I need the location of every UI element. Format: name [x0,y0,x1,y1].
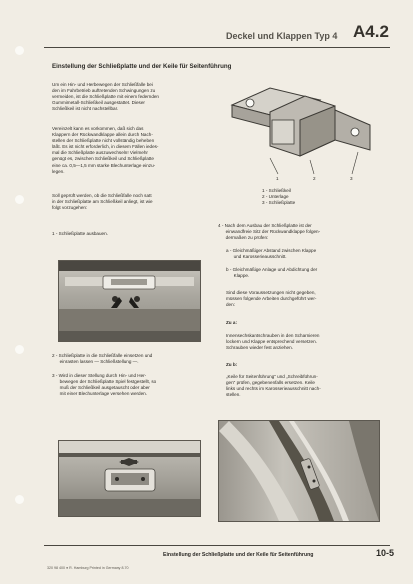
zu-a-text [226,333,319,351]
photo-side-guide-wedge [218,420,380,522]
page-number: 10-5 [376,548,395,558]
text-line: und Karosserieausschnitt. [226,254,287,260]
text-line: Vereinzelt kann es vorkommen, daß sich das [52,126,144,131]
text-line: genügt es, zwischen Schließkeil und Schließplatte [52,156,154,162]
text-line: links und rechts im Karosserieausschnitt nach- [226,386,321,392]
legend-item: 1 - Schließkeil [262,188,291,193]
text-line: einrasten lassen — Schließstellung —. [52,359,139,365]
item-b [226,267,317,279]
text-line: bewegen der Schließplatte Spiel festgestellt, so [52,379,157,385]
text-line: 4 - Nach dem Ausbau der Schließplatte ist der [218,223,312,228]
text-line: „Keile für Seitenführung" und „Schreibführun- [226,374,318,379]
text-line: lockern und Klappe entsprechend versetzen. [226,339,317,345]
legend-item: 3 - Schließplatte [262,200,296,206]
footer-title: Einstellung der Schließplatte und der Keile für Seitenführung [163,552,314,558]
text-line: Gummimetall-Schließkeil ausgestattet. Dieser [52,100,145,106]
text-line: muß der Schließkeil ausgetauscht oder aber [52,385,150,391]
binder-hole [15,46,24,55]
text-line: Innensechskantschrauben in den Scharnieren [226,333,320,338]
text-line: stellen. [226,392,241,398]
text-line: den im Fahrbetrieb auftretenden Schwingungen zu [52,88,156,94]
callout-3: 3 [350,176,353,181]
footer-rule [44,545,390,546]
text-line: folgt vorzugehen: [52,205,88,211]
text-line: einwandfreie Sitz der Rückwandklappe folgen- [218,229,321,235]
text-line: b - Gleichmäßige Anlage und Abdichtung der [226,267,318,272]
photo-lock-plate-removed [58,260,201,342]
zu-a-heading: Zu a: [226,320,237,325]
callout-2: 2 [313,176,316,181]
step-4 [218,223,390,241]
item-a [226,248,316,260]
text-line: Klappern der Rückwandklappe allein durch Nach- [52,132,153,138]
zu-b-text [226,374,321,398]
text-line: Soll geprüft werden, ob die Schließfalle noch satt [52,193,152,198]
text-line: 2 - Schließplatte in die Schließfalle einsetzen und [52,353,153,358]
callout-1: 1 [276,176,279,181]
zu-b-heading: Zu b: [226,362,238,367]
text-line: Klappe. [226,273,250,279]
text-line: Schließkeil ist nicht nachstellbar. [52,106,119,112]
text-line: mal die Schließplatte auszuwechseln! Vielmehr [52,150,148,156]
text-line: dermaßen zu prüfen: [218,235,269,241]
photo-lock-plate-inserted [58,440,201,517]
text-line: Sind diese Voraussetzungen nicht gegeben, [226,290,316,295]
text-line: a - Gleichmäßiger Abstand zwischen Klappe [226,248,317,253]
text-line: eine ca. 0,5—1,5 mm starke Blechunterlage einzu- [52,162,156,168]
legend-item: 2 - Unterlage [262,194,289,200]
binder-hole [15,495,24,504]
text-line: vermeiden, ist die Schließplatte mit einem federnden [52,94,159,100]
print-line: 320 98 400 ● R. Hamburg Printed in Germany 8.70 [47,566,129,570]
step-2 [52,353,152,365]
text-line: Um ein Hin- und Herbewegen der Schließfalle bei [52,82,153,87]
diagram-lock-plate [210,70,390,180]
intro-paragraph [52,82,202,112]
text-line: den: [226,302,235,308]
paragraph-2 [52,126,202,175]
text-line: mit einer Blechunterlage versehen werden. [52,391,147,397]
text-line: in der Schließplatte am Schließkeil anliegt, ist wie [52,199,153,205]
binder-hole [15,345,24,354]
binder-hole [15,195,24,204]
diagram-legend [262,188,295,206]
text-line: Schrauben wieder fest anziehen. [226,345,293,351]
header-rule [44,47,390,48]
header-code: A4.2 [353,22,389,41]
text-line: müssen folgende Arbeiten durchgeführt wer- [226,296,317,302]
step-3 [52,373,156,397]
text-line: läßt. Es ist nicht erforderlich, in diesem Fällen iedes- [52,144,159,150]
header-title: Deckel und Klappen Typ 4 [226,31,338,41]
paragraph-sind [226,290,316,308]
text-line: 3 - Wird in dieser Stellung durch Hin- und Her- [52,373,147,378]
step-1: 1 - Schließplatte ausbauen. [52,231,108,236]
section-title: Einstellung der Schließplatte und der Keile für Seitenführung [52,63,232,70]
paragraph-3 [52,193,202,211]
text-line: legen. [52,168,65,174]
text-line: stellen der Schließplatte nicht vollständig beheben [52,138,155,144]
text-line: gen" prüfen, gegebenenfalls ersetzen. Keile [226,380,315,386]
